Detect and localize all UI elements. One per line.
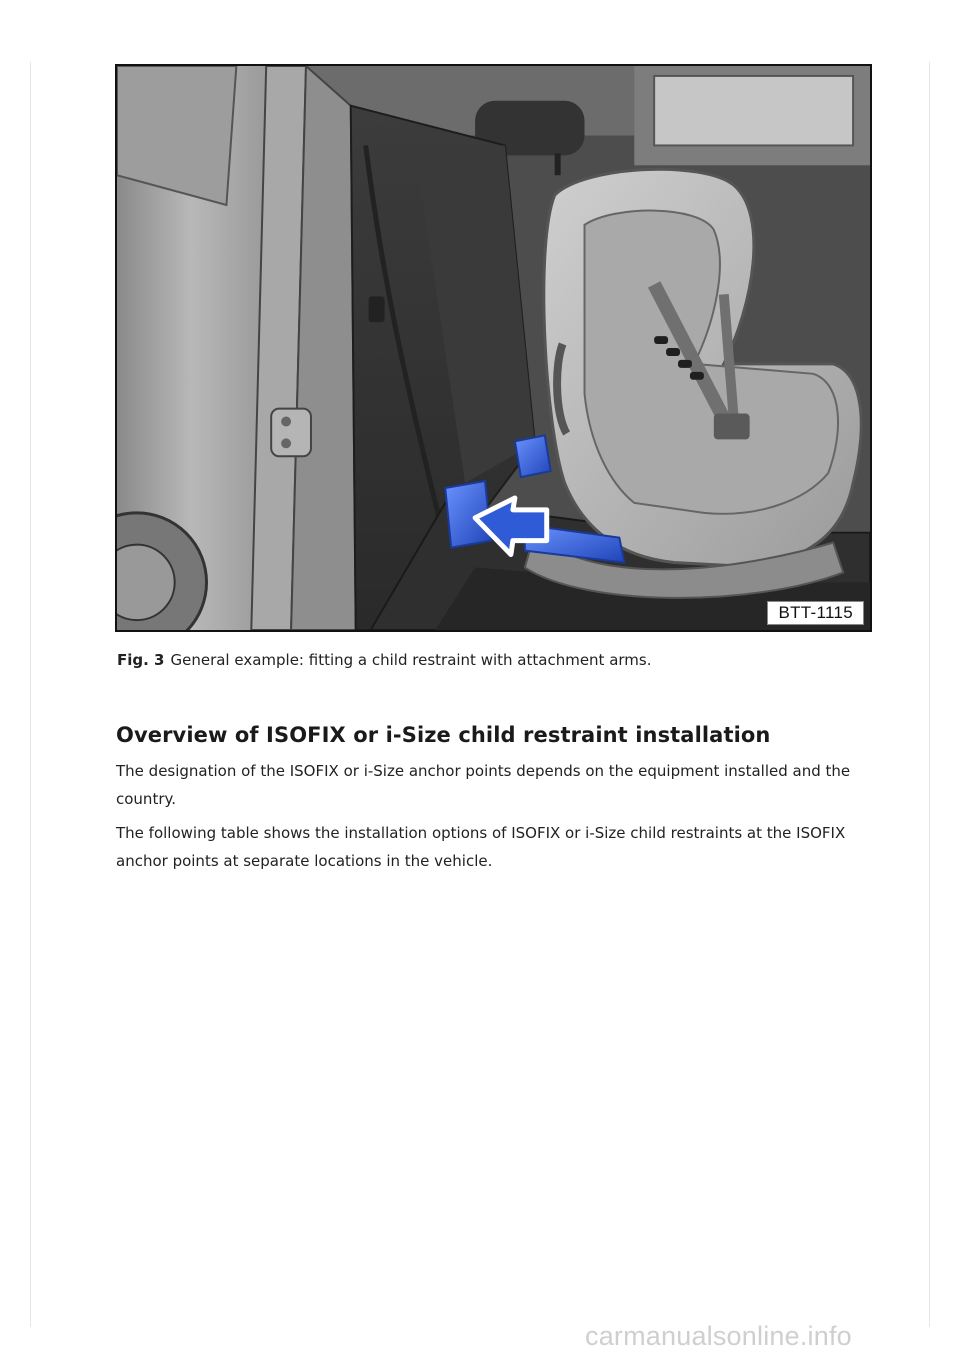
child-restraint-illustration	[117, 66, 870, 630]
section-heading: Overview of ISOFIX or i-Size child restraint installation	[116, 723, 771, 747]
figure-caption-number: Fig. 3	[117, 651, 165, 669]
figure-child-restraint-illustration	[115, 64, 872, 632]
figure-id-tag: BTT-1115	[767, 601, 864, 625]
figure-caption-text: General example: fitting a child restraint with attachment arms.	[170, 651, 652, 669]
figure-caption	[117, 651, 652, 669]
site-watermark: carmanualsonline.info	[585, 1321, 852, 1351]
page-margin-right	[929, 62, 930, 1327]
paragraph-anchor-designation: The designation of the ISOFIX or i-Size anchor points depends on the equipment installed and the country.	[116, 762, 851, 808]
paragraph-installation-options: The following table shows the installation options of ISOFIX or i-Size child restraints at the ISOFIX anchor points at separate locations in the vehicle.	[116, 824, 846, 870]
page-margin-left	[30, 62, 31, 1327]
